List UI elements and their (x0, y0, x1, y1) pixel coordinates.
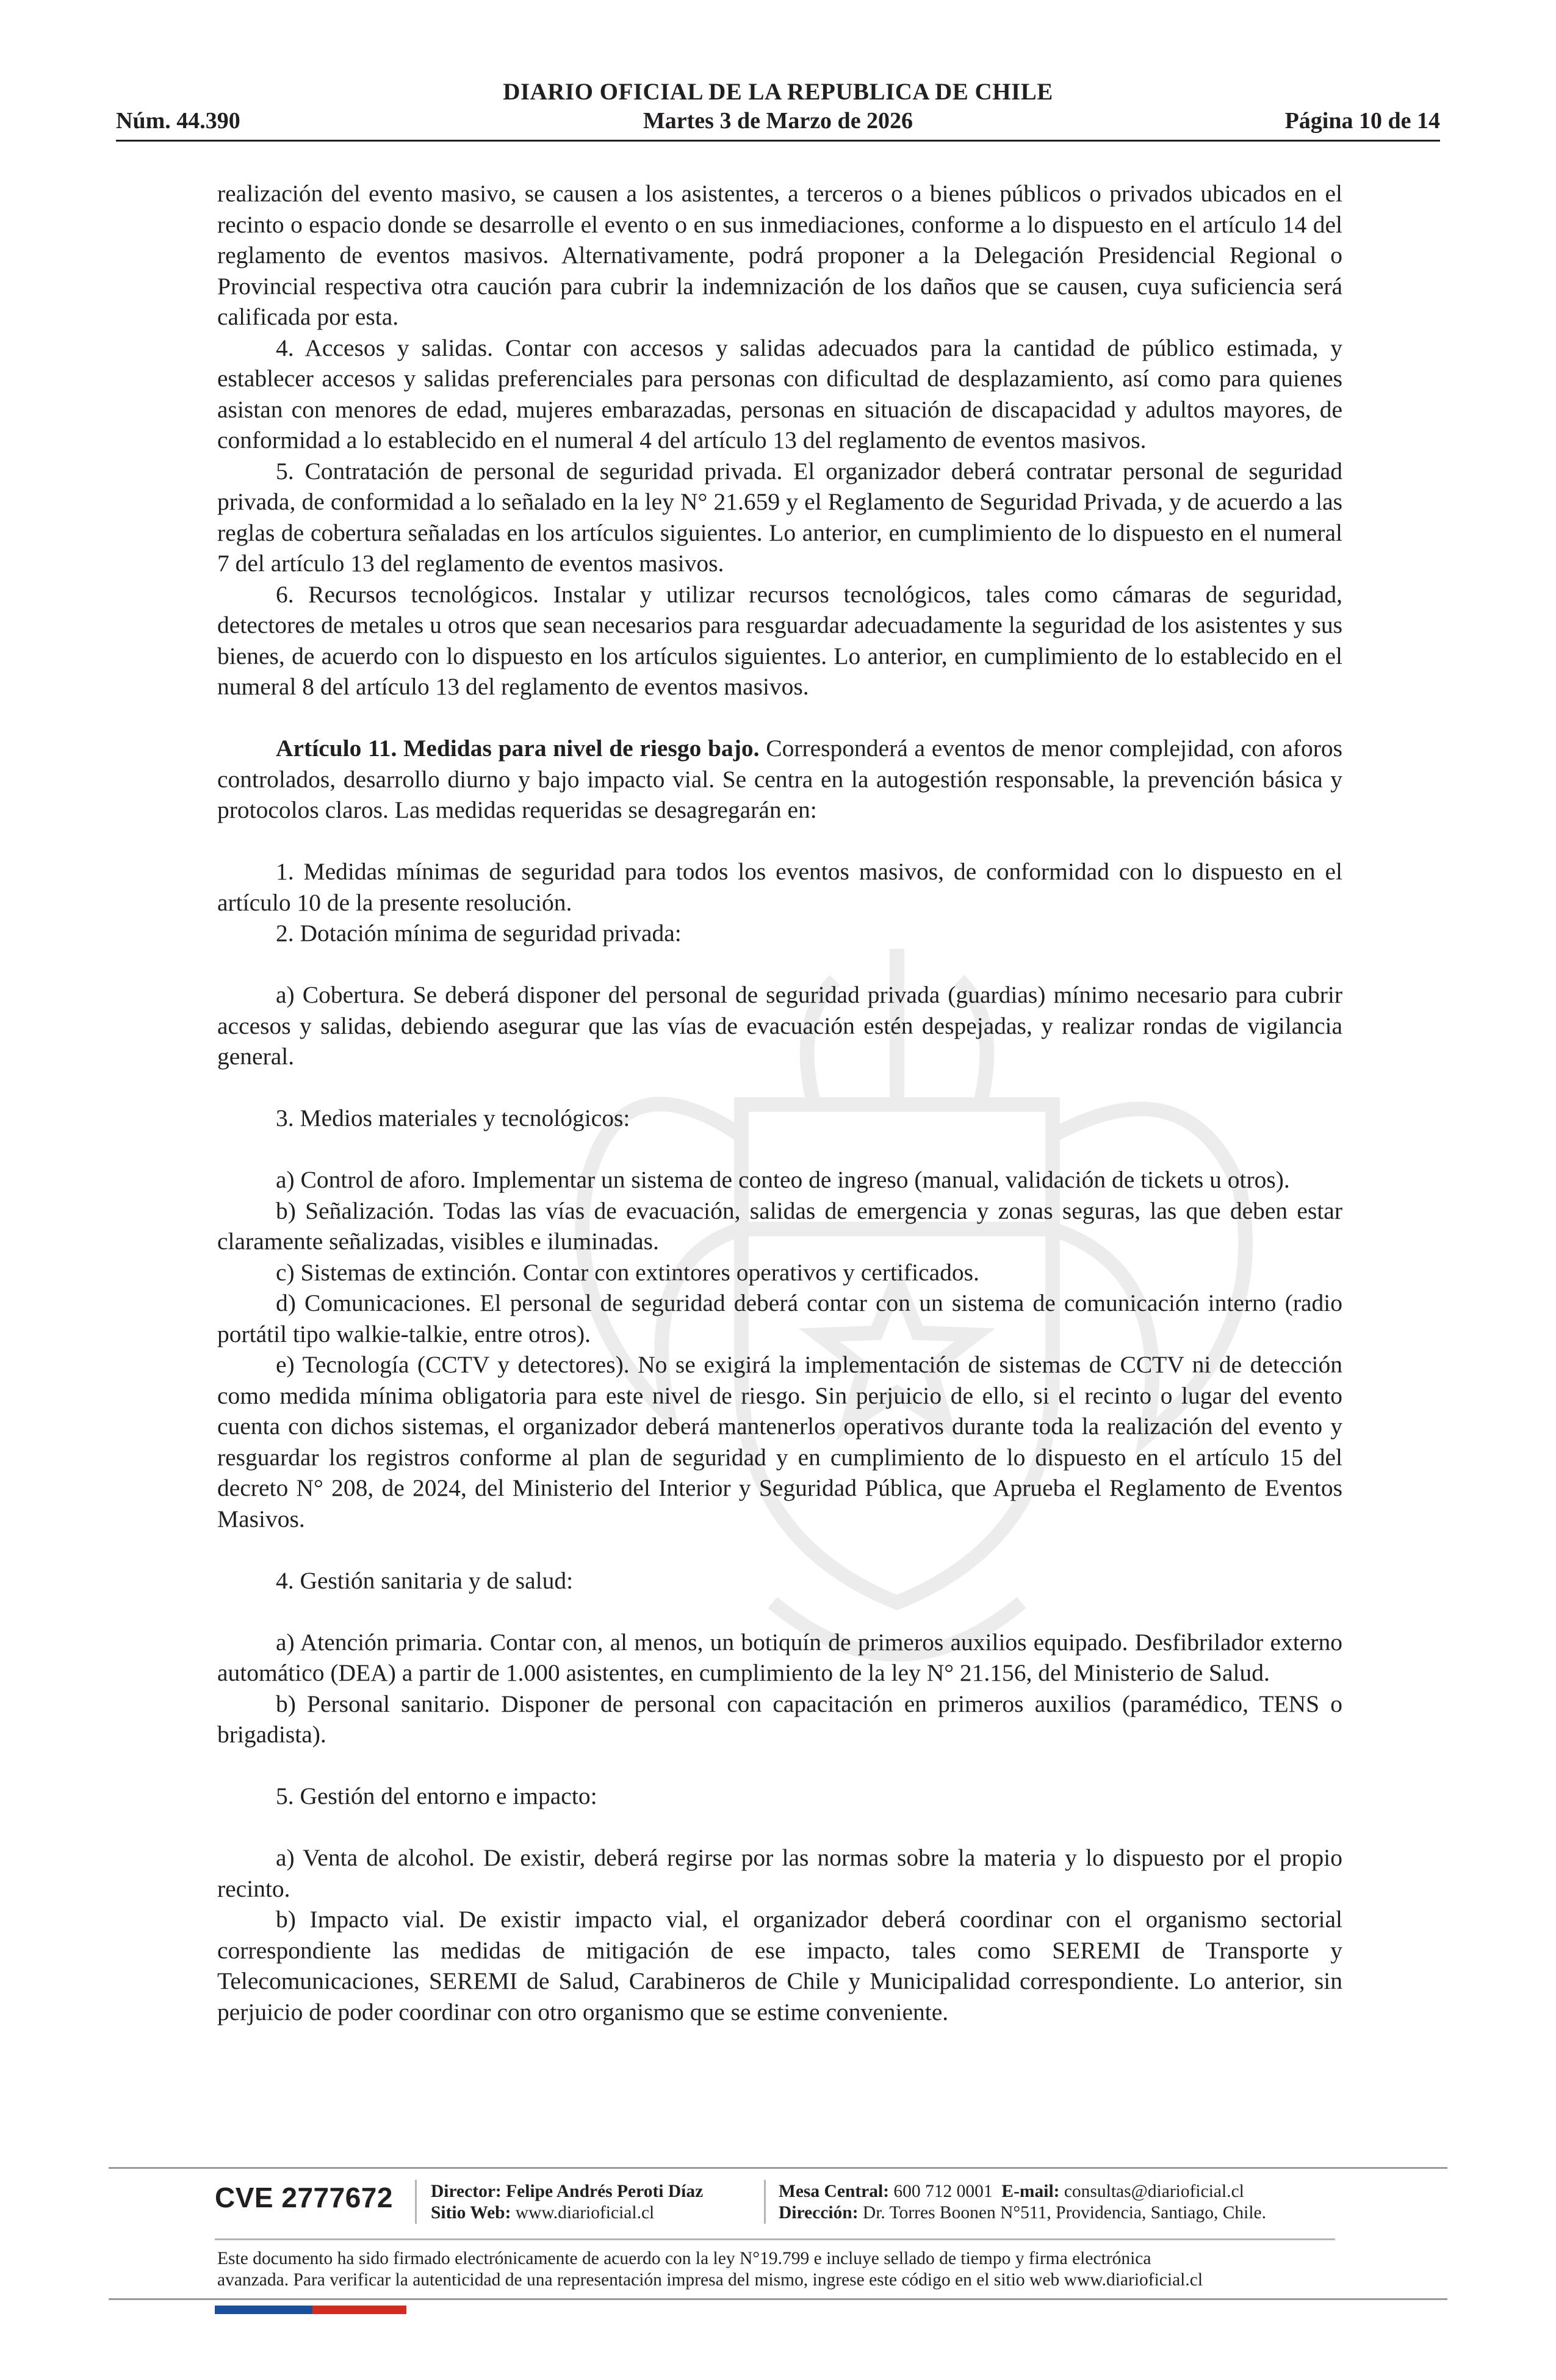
director-name: Felipe Andrés Peroti Díaz (506, 2182, 704, 2201)
footer-divider (415, 2180, 417, 2224)
list-item: a) Atención primaria. Contar con, al menos, un botiquín de primeros auxilios equipado. Desfibrilador externo automático (DEA) a partir de 1.000 asistentes, en cumplimiento de la ley N° 21.156, del Ministerio de Salud. (217, 1628, 1342, 1686)
footer-rule-mid (215, 2238, 1335, 2240)
phone-label: Mesa Central: (779, 2182, 890, 2201)
header-rule (116, 140, 1440, 142)
address-value: Dr. Torres Boonen N°511, Providencia, Santiago, Chile. (862, 2203, 1267, 2223)
list-item: c) Sistemas de extinción. Contar con extintores operativos y certificados. (276, 1258, 979, 1286)
spacer (217, 1072, 1342, 1103)
cve-code: CVE 2777672 (215, 2182, 393, 2213)
footer-rule-bottom (109, 2298, 1447, 2300)
list-item: 4. Gestión sanitaria y de salud: (276, 1567, 574, 1594)
paragraph-continuation: realización del evento masivo, se causen a los asistentes, a terceros o a bienes públicos o privados ubicados en el recinto o espacio donde se desarrolle el evento o en sus inmediaciones, conforme a lo dispuesto en el artículo 14 del reglamento de eventos masivos. Alternativamente, podrá proponer a la Delegación Presidencial Regional o Provincial respectiva otra caución para cubrir la indemnización de los daños que se causen, cuya suficiencia será calificada por esta. (217, 180, 1342, 330)
spacer (217, 1134, 1342, 1165)
article-11-paragraph (217, 733, 1342, 826)
signature-note-line: Este documento ha sido firmado electrónicamente de acuerdo con la ley N°19.799 e incluye sellado de tiempo y firma electrónica (217, 2249, 1151, 2268)
footer-rule-top (109, 2167, 1447, 2169)
footer-director-block (431, 2181, 703, 2224)
article-11-heading: Artículo 11. Medidas para nivel de riesgo bajo. (276, 735, 760, 762)
list-item: e) Tecnología (CCTV y detectores). No se exigirá la implementación de sistemas de CCTV ni de detección como medida mínima obligatoria para este nivel de riesgo. Sin perjuicio de ello, si el recinto o lugar del evento cuenta con dichos sistemas, el organizador deberá mantenerlos operativos durante toda la realización del evento y resguardar los registros conforme al plan de seguridad y en cumplimiento de lo dispuesto en el artículo 15 del decreto N° 208, de 2024, del Ministerio del Interior y Seguridad Pública, que Aprueba el Reglamento de Eventos Masivos. (217, 1351, 1342, 1532)
gazette-title: DIARIO OFICIAL DE LA REPUBLICA DE CHILE (503, 79, 1053, 105)
list-item: a) Cobertura. Se deberá disponer del personal de seguridad privada (guardias) mínimo necesario para cubrir accesos y salidas, debiendo asegurar que las vías de evacuación estén despejadas, y realizar rondas de vigilancia general. (217, 981, 1342, 1070)
list-item: 2. Dotación mínima de seguridad privada: (276, 920, 682, 947)
paragraph-accesos: 4. Accesos y salidas. Contar con accesos y salidas adecuados para la cantidad de público estimada, y establecer accesos y salidas preferenciales para personas con dificultad de desplazamiento, así como para quienes asistan con menores de edad, mujeres embarazadas, personas en situación de discapacidad y adultos mayores, de conformidad a lo establecido en el numeral 4 del artículo 13 del reglamento de eventos masivos. (217, 334, 1342, 453)
paragraph-seguridad-privada: 5. Contratación de personal de seguridad privada. El organizador deberá contratar personal de seguridad privada, de conformidad a lo señalado en la ley N° 21.659 y el Reglamento de Seguridad Privada, y de acuerdo a las reglas de cobertura señaladas en los artículos siguientes. Lo anterior, en cumplimiento de lo dispuesto en el numeral 7 del artículo 13 del reglamento de eventos masivos. (217, 457, 1342, 577)
page-number: Página 10 de 14 (1284, 108, 1440, 134)
spacer (217, 1596, 1342, 1627)
list-item: b) Señalización. Todas las vías de evacuación, salidas de emergencia y zonas seguras, las que deben estar claramente señalizadas, visibles e iluminadas. (217, 1197, 1342, 1255)
page-header (116, 73, 1440, 140)
address-label: Dirección: (779, 2203, 859, 2223)
list-item: b) Impacto vial. De existir impacto vial, el organizador deberá coordinar con el organismo sectorial correspondiente las medidas de mitigación de ese impacto, tales como SEREMI de Transporte y Telecomunicaciones, SEREMI de Salud, Carabineros de Chile y Municipalidad correspondiente. Lo anterior, sin perjuicio de poder coordinar con otro organismo que se estime conveniente. (217, 1906, 1342, 2025)
spacer (217, 1750, 1342, 1781)
article-11-text: Corresponderá a eventos de menor complejidad, con aforos controlados, desarrollo diurno y bajo impacto vial. Se centra en la autogestión responsable, la prevención básica y protocolos claros. Las medidas requeridas se desagregarán en: (217, 735, 1342, 823)
spacer (217, 1534, 1342, 1565)
flag-stripe-blue (215, 2306, 312, 2314)
list-item: b) Personal sanitario. Disponer de personal con capacitación en primeros auxilios (paramédico, TENS o brigadista). (217, 1690, 1342, 1748)
list-item: a) Control de aforo. Implementar un sistema de conteo de ingreso (manual, validación de tickets u otros). (276, 1166, 1290, 1193)
flag-stripe-red (312, 2306, 406, 2314)
footer-contact-block (779, 2181, 1266, 2224)
list-item: d) Comunicaciones. El personal de seguridad deberá contar con un sistema de comunicación interno (radio portátil tipo walkie-talkie, entre otros). (217, 1289, 1342, 1347)
list-item: 3. Medios materiales y tecnológicos: (276, 1105, 630, 1131)
phone-value: 600 712 0001 (893, 2182, 993, 2201)
email-link[interactable]: consultas@diarioficial.cl (1064, 2182, 1244, 2201)
web-label: Sitio Web: (431, 2203, 511, 2223)
spacer (217, 826, 1342, 857)
issue-number: Núm. 44.390 (116, 108, 240, 134)
document-body (217, 178, 1342, 2027)
email-label: E-mail: (1001, 2182, 1060, 2201)
web-link[interactable]: www.diarioficial.cl (515, 2203, 655, 2223)
spacer (217, 702, 1342, 734)
list-item: 1. Medidas mínimas de seguridad para todos los eventos masivos, de conformidad con lo dispuesto en el artículo 10 de la presente resolución. (217, 858, 1342, 916)
spacer (217, 1812, 1342, 1843)
list-item: a) Venta de alcohol. De existir, deberá regirse por las normas sobre la materia y lo dispuesto por el propio recinto. (217, 1844, 1342, 1902)
signature-note-line: avanzada. Para verificar la autenticidad de una representación impresa del mismo, ingrese este código en el sitio web www.diarioficial.cl (217, 2270, 1203, 2290)
signature-note (217, 2248, 1340, 2291)
paragraph-recursos-tecnologicos: 6. Recursos tecnológicos. Instalar y utilizar recursos tecnológicos, tales como cámaras de seguridad, detectores de metales u otros que sean necesarios para resguardar adecuadamente la seguridad de los asistentes y sus bienes, de acuerdo con lo dispuesto en los artículos siguientes. Lo anterior, en cumplimiento de lo establecido en el numeral 8 del artículo 13 del reglamento de eventos masivos. (217, 580, 1342, 700)
list-item: 5. Gestión del entorno e impacto: (276, 1783, 597, 1809)
director-label: Director: (431, 2182, 502, 2201)
issue-date: Martes 3 de Marzo de 2026 (643, 108, 913, 134)
footer-divider (764, 2180, 766, 2224)
spacer (217, 949, 1342, 980)
